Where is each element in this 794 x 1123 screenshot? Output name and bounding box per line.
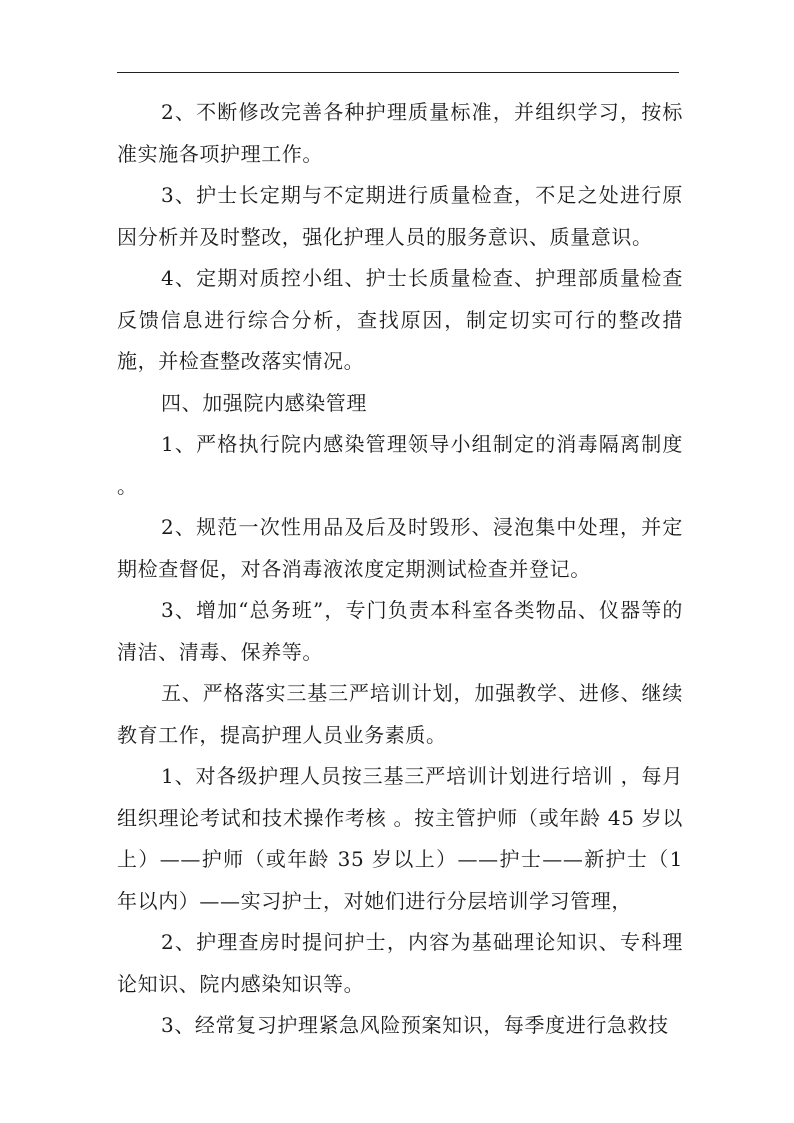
paragraph-item-3-quality-check: 3、护士长定期与不定期进行质量检查，不足之处进行原因分析并及时整改，强化护理人员的服务意识、质量意识。 xyxy=(117,183,683,249)
paragraph-item-2-standards: 2、不断修改完善各种护理质量标准，并组织学习，按标准实施各项护理工作。 xyxy=(117,100,683,166)
section-heading-training: 五、严格落实三基三严培训计划，加强教学、进修、继续教育工作，提高护理人员业务素质。 xyxy=(117,681,683,747)
paragraph-item-1-disinfection: 1、严格执行院内感染管理领导小组制定的消毒隔离制度 。 xyxy=(117,432,683,498)
paragraph-item-3-emergency-review: 3、经常复习护理紧急风险预案知识，每季度进行急救技 xyxy=(161,1013,669,1037)
document-body xyxy=(117,92,683,1047)
section-heading-infection-control: 四、加强院内感染管理 xyxy=(161,390,367,415)
paragraph-item-3-general-affairs: 3、增加“总务班”，专门负责本科室各类物品、仪器等的清洁、清毒、保养等。 xyxy=(117,598,683,664)
paragraph-item-1-training-plan: 1、对各级护理人员按三基三严培训计划进行培训 ，每月组织理论考试和技术操作考核 。按主管护师（或年龄 45 岁以上）——护师（或年龄 35 岁以上）——护士——新护士（1年以内）——实习护士，对她们进行分层培训学习管理， xyxy=(117,764,683,913)
paragraph-item-2-ward-rounds: 2、护理查房时提问护士，内容为基础理论知识、专科理论知识、院内感染知识等。 xyxy=(117,930,683,996)
header-rule xyxy=(117,72,679,73)
paragraph-item-2-disposables: 2、规范一次性用品及后及时毁形、浸泡集中处理，并定期检查督促，对各消毒液浓度定期测试检查并登记。 xyxy=(117,515,683,581)
paragraph-item-4-analysis: 4、定期对质控小组、护士长质量检查、护理部质量检查反馈信息进行综合分析，查找原因，制定切实可行的整改措施，并检查整改落实情况。 xyxy=(117,266,683,373)
